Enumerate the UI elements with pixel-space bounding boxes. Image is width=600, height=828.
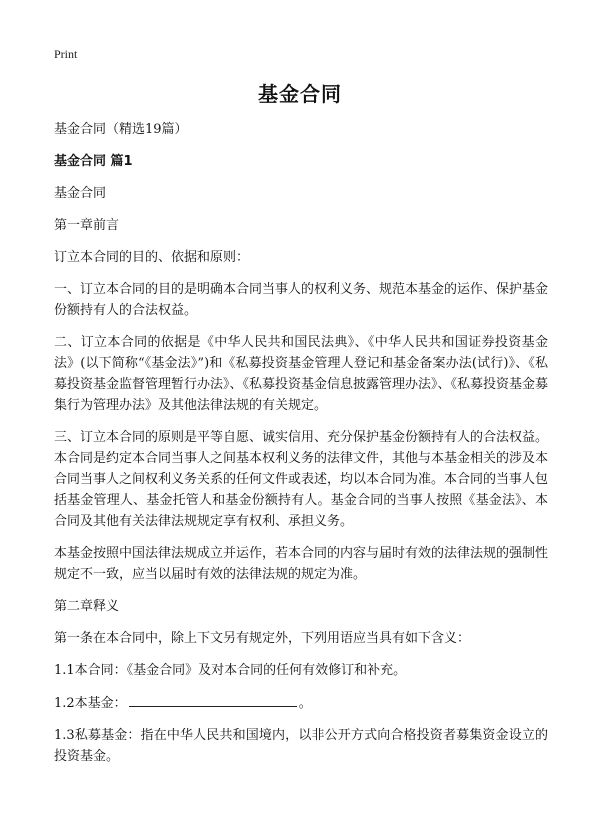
definition-1-2 (54, 692, 548, 714)
paragraph-1: 一、订立本合同的目的是明确本合同当事人的权利义务、规范本基金的运作、保护基金份额持有人的合法权益。 (54, 282, 549, 318)
paragraph-3: 三、订立本合同的原则是平等自愿、诚实信用、充分保护基金份额持有人的合法权益。本合同是约定本合同当事人之间基本权利义务的法律文件，其他与本基金相关的涉及本合同当事人之间权利义务关系的任何文件或表述，均以本合同为准。本合同的当事人包括基金管理人、基金托管人和基金份额持有人。基金合同的当事人按照《基金法》、本合同及其他有关法律法规规定享有权利、承担义务。 (54, 430, 549, 529)
chapter-heading-2: 第二章释义 (54, 599, 120, 614)
purpose-intro: 订立本合同的目的、依据和原则： (54, 250, 250, 265)
definition-1-2-end: 。 (298, 696, 312, 711)
definition-1-2-label: 1.2本基金： (54, 696, 127, 711)
print-label: Print (54, 47, 78, 61)
document-subtitle: 基金合同（精选19篇） (54, 122, 188, 137)
fill-in-blank (129, 692, 297, 707)
paragraph-2: 二、订立本合同的依据是《中华人民共和国民法典》、《中华人民共和国证券投资基金法》(以下简称“《基金法》”)和《私募投资基金管理人登记和基金备案办法(试行)》、《私募投资基金监督管理暂行办法》、《私募投资基金信息披露管理办法》、《私募投资基金募集行为管理办法》及其他法律法规的有关规定。 (54, 335, 549, 413)
paragraph-4: 本基金按照中国法律法规成立并运作，若本合同的内容与届时有效的法律法规的强制性规定不一致，应当以届时有效的法律法规的规定为准。 (54, 546, 549, 582)
definition-1-1: 1.1本合同：《基金合同》及对本合同的任何有效修订和补充。 (54, 663, 407, 678)
article-1: 第一条在本合同中，除上下文另有规定外，下列用语应当具有如下含义： (54, 631, 471, 646)
section-heading: 基金合同 篇1 (54, 154, 133, 169)
definition-1-3: 1.3私募基金：指在中华人民共和国境内，以非公开方式向合格投资者募集资金设立的投资基金。 (54, 728, 548, 764)
document-title: 基金合同 (258, 82, 342, 106)
document-body (54, 119, 548, 778)
chapter-heading-1: 第一章前言 (54, 218, 120, 233)
contract-name: 基金合同 (54, 186, 107, 201)
